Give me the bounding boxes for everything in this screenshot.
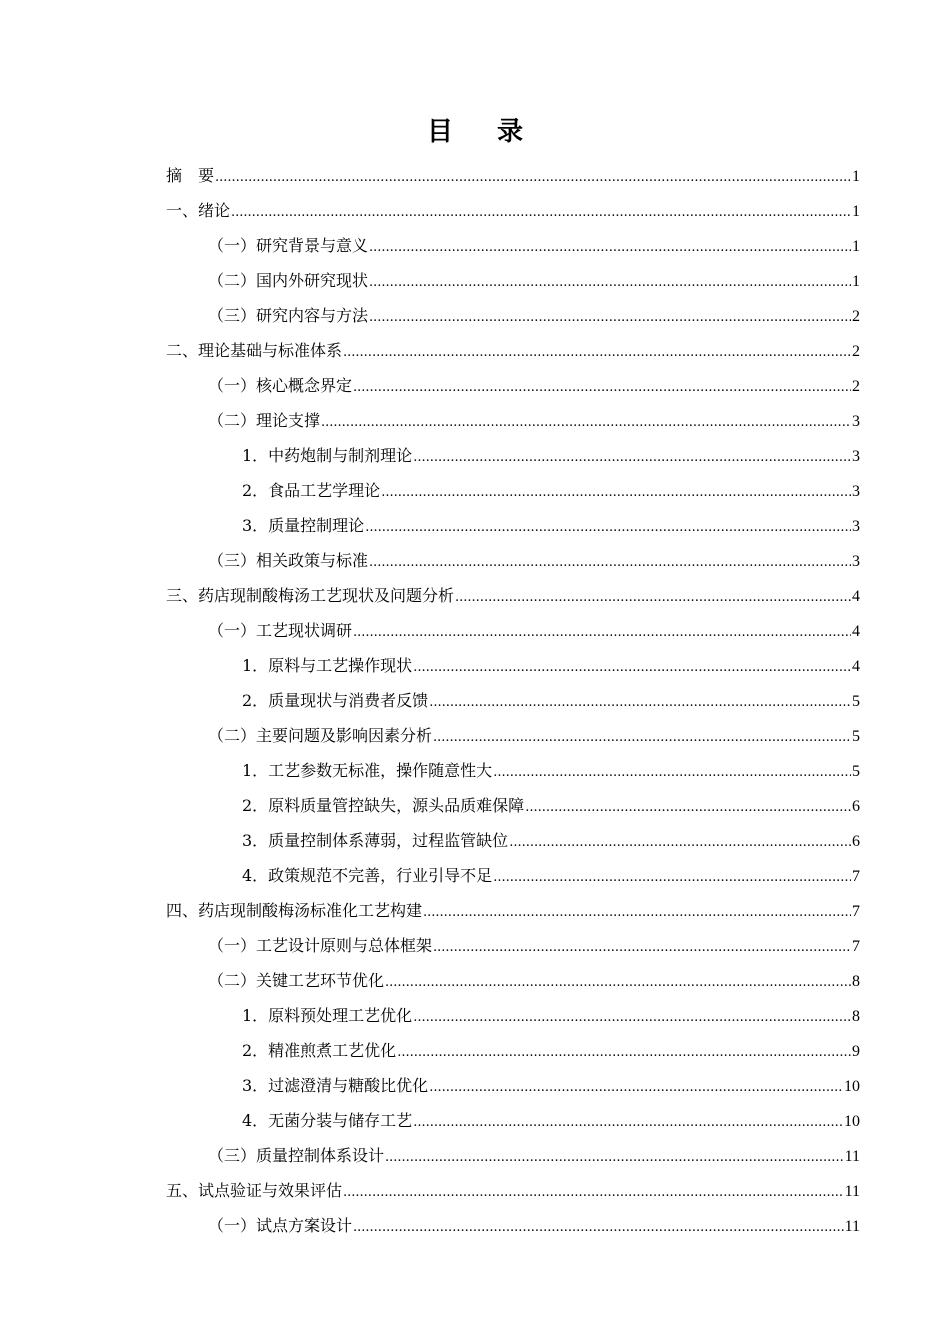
toc-page-number: 5: [852, 728, 860, 745]
toc-page-number: 8: [852, 973, 860, 990]
toc-dot-leader: [353, 1210, 844, 1245]
toc-entry-label: （一）核心概念界定: [208, 376, 353, 395]
toc-entry[interactable]: [166, 893, 860, 928]
toc-entry-label: 摘 要: [166, 166, 215, 185]
toc-entry-label: 2．质量现状与消费者反馈: [242, 691, 429, 710]
toc-page-number: 1: [852, 238, 860, 255]
toc-entry-label: （一）工艺现状调研: [208, 621, 353, 640]
toc-page-number: 11: [844, 1148, 860, 1165]
toc-entry[interactable]: [166, 963, 860, 998]
toc-dot-leader: [385, 1140, 844, 1175]
toc-entry-label: （三）相关政策与标准: [208, 551, 369, 570]
toc-dot-leader: [385, 965, 851, 1000]
toc-entry[interactable]: [166, 753, 860, 788]
toc-entry-label: 3．质量控制理论: [242, 516, 365, 535]
toc-entry[interactable]: [166, 508, 860, 543]
toc-dot-leader: [413, 440, 851, 475]
toc-page-number: 5: [852, 693, 860, 710]
toc-page-number: 4: [852, 623, 860, 640]
toc-entry-label: （二）理论支撑: [208, 411, 321, 430]
toc-page-number: 10: [844, 1113, 860, 1130]
toc-dot-leader: [455, 580, 851, 615]
toc-title-char-1: 目: [426, 117, 453, 147]
toc-page-number: 7: [852, 903, 860, 920]
toc-entry-label: 3．质量控制体系薄弱，过程监管缺位: [242, 831, 509, 850]
toc-entry-label: 1．工艺参数无标准，操作随意性大: [242, 761, 493, 780]
toc-page-number: 2: [852, 378, 860, 395]
toc-entry-label: 1．中药炮制与制剂理论: [242, 446, 413, 465]
toc-page-number: 3: [852, 413, 860, 430]
toc-entry[interactable]: [166, 1138, 860, 1173]
toc-entry[interactable]: [166, 1068, 860, 1103]
toc-entry-label: 五、试点验证与效果评估: [166, 1181, 343, 1200]
toc-page-number: 1: [852, 168, 860, 185]
toc-page-number: 4: [852, 658, 860, 675]
toc-entry-label: 1．原料预处理工艺优化: [242, 1006, 413, 1025]
toc-dot-leader: [369, 545, 851, 580]
toc-entry-label: 1．原料与工艺操作现状: [242, 656, 413, 675]
toc-entry-label: 三、药店现制酸梅汤工艺现状及问题分析: [166, 586, 455, 605]
toc-entry-label: 2．食品工艺学理论: [242, 481, 381, 500]
toc-page-number: 1: [852, 273, 860, 290]
toc-page-number: 2: [852, 343, 860, 360]
toc-entry[interactable]: [166, 473, 860, 508]
toc-entry[interactable]: [166, 263, 860, 298]
toc-entry-label: （一）试点方案设计: [208, 1216, 353, 1235]
toc-page-number: 6: [852, 798, 860, 815]
toc-dot-leader: [397, 1035, 851, 1070]
toc-entry[interactable]: [166, 613, 860, 648]
toc-entry[interactable]: [166, 578, 860, 613]
toc-entry[interactable]: [166, 228, 860, 263]
toc-entry-label: 2．精准煎煮工艺优化: [242, 1041, 397, 1060]
toc-entry-label: （一）工艺设计原则与总体框架: [208, 936, 433, 955]
toc-entry[interactable]: [166, 403, 860, 438]
toc-dot-leader: [423, 895, 851, 930]
toc-entry-label: 4．无菌分装与储存工艺: [242, 1111, 413, 1130]
toc-entry[interactable]: [166, 683, 860, 718]
toc-dot-leader: [343, 1175, 844, 1210]
toc-page-number: 10: [844, 1078, 860, 1095]
toc-list: [166, 158, 860, 1243]
toc-entry-label: 3．过滤澄清与糖酸比优化: [242, 1076, 429, 1095]
toc-entry-label: 二、理论基础与标准体系: [166, 341, 343, 360]
toc-dot-leader: [353, 615, 851, 650]
toc-entry-label: 2．原料质量管控缺失，源头品质难保障: [242, 796, 525, 815]
toc-dot-leader: [353, 370, 851, 405]
toc-entry[interactable]: [166, 1208, 860, 1243]
toc-entry[interactable]: [166, 1033, 860, 1068]
toc-entry[interactable]: [166, 368, 860, 403]
toc-entry-label: 四、药店现制酸梅汤标准化工艺构建: [166, 901, 423, 920]
toc-dot-leader: [429, 1070, 843, 1105]
toc-entry-label: （三）质量控制体系设计: [208, 1146, 385, 1165]
toc-entry[interactable]: [166, 333, 860, 368]
toc-entry[interactable]: [166, 648, 860, 683]
toc-entry[interactable]: [166, 858, 860, 893]
toc-entry[interactable]: [166, 823, 860, 858]
toc-page-number: 3: [852, 483, 860, 500]
toc-entry[interactable]: [166, 158, 860, 193]
toc-entry-label: （二）国内外研究现状: [208, 271, 369, 290]
toc-entry[interactable]: [166, 1103, 860, 1138]
toc-title: [0, 112, 950, 152]
toc-entry[interactable]: [166, 543, 860, 578]
toc-dot-leader: [365, 510, 851, 545]
toc-page-number: 4: [852, 588, 860, 605]
toc-page-number: 1: [852, 203, 860, 220]
toc-dot-leader: [525, 790, 851, 825]
toc-dot-leader: [413, 1000, 851, 1035]
toc-entry[interactable]: [166, 928, 860, 963]
toc-entry-label: （三）研究内容与方法: [208, 306, 369, 325]
toc-dot-leader: [493, 860, 851, 895]
toc-dot-leader: [433, 930, 851, 965]
toc-dot-leader: [215, 160, 851, 195]
toc-page-number: 6: [852, 833, 860, 850]
toc-page-number: 8: [852, 1008, 860, 1025]
toc-dot-leader: [369, 230, 851, 265]
toc-entry[interactable]: [166, 193, 860, 228]
toc-entry[interactable]: [166, 998, 860, 1033]
toc-page-number: 11: [844, 1218, 860, 1235]
toc-entry-label: （二）关键工艺环节优化: [208, 971, 385, 990]
toc-page-number: 2: [852, 308, 860, 325]
toc-page-number: 5: [852, 763, 860, 780]
toc-entry-label: 4．政策规范不完善，行业引导不足: [242, 866, 493, 885]
toc-dot-leader: [369, 300, 851, 335]
toc-dot-leader: [381, 475, 851, 510]
toc-dot-leader: [369, 265, 851, 300]
toc-page-number: 11: [844, 1183, 860, 1200]
toc-page-number: 9: [852, 1043, 860, 1060]
toc-dot-leader: [231, 195, 851, 230]
toc-page-number: 7: [852, 938, 860, 955]
toc-dot-leader: [493, 755, 851, 790]
toc-entry[interactable]: [166, 298, 860, 333]
toc-page-number: 3: [852, 553, 860, 570]
toc-dot-leader: [343, 335, 851, 370]
toc-entry-label: （一）研究背景与意义: [208, 236, 369, 255]
toc-dot-leader: [429, 685, 851, 720]
toc-page-number: 3: [852, 448, 860, 465]
toc-entry[interactable]: [166, 1173, 860, 1208]
toc-title-char-2: 录: [497, 117, 524, 147]
toc-dot-leader: [509, 825, 851, 860]
toc-dot-leader: [433, 720, 851, 755]
toc-entry[interactable]: [166, 438, 860, 473]
toc-dot-leader: [413, 650, 851, 685]
toc-dot-leader: [413, 1105, 843, 1140]
toc-dot-leader: [321, 405, 851, 440]
toc-entry[interactable]: [166, 718, 860, 753]
toc-entry[interactable]: [166, 788, 860, 823]
toc-page-number: 7: [852, 868, 860, 885]
toc-page-number: 3: [852, 518, 860, 535]
toc-entry-label: 一、绪论: [166, 201, 231, 220]
toc-entry-label: （二）主要问题及影响因素分析: [208, 726, 433, 745]
